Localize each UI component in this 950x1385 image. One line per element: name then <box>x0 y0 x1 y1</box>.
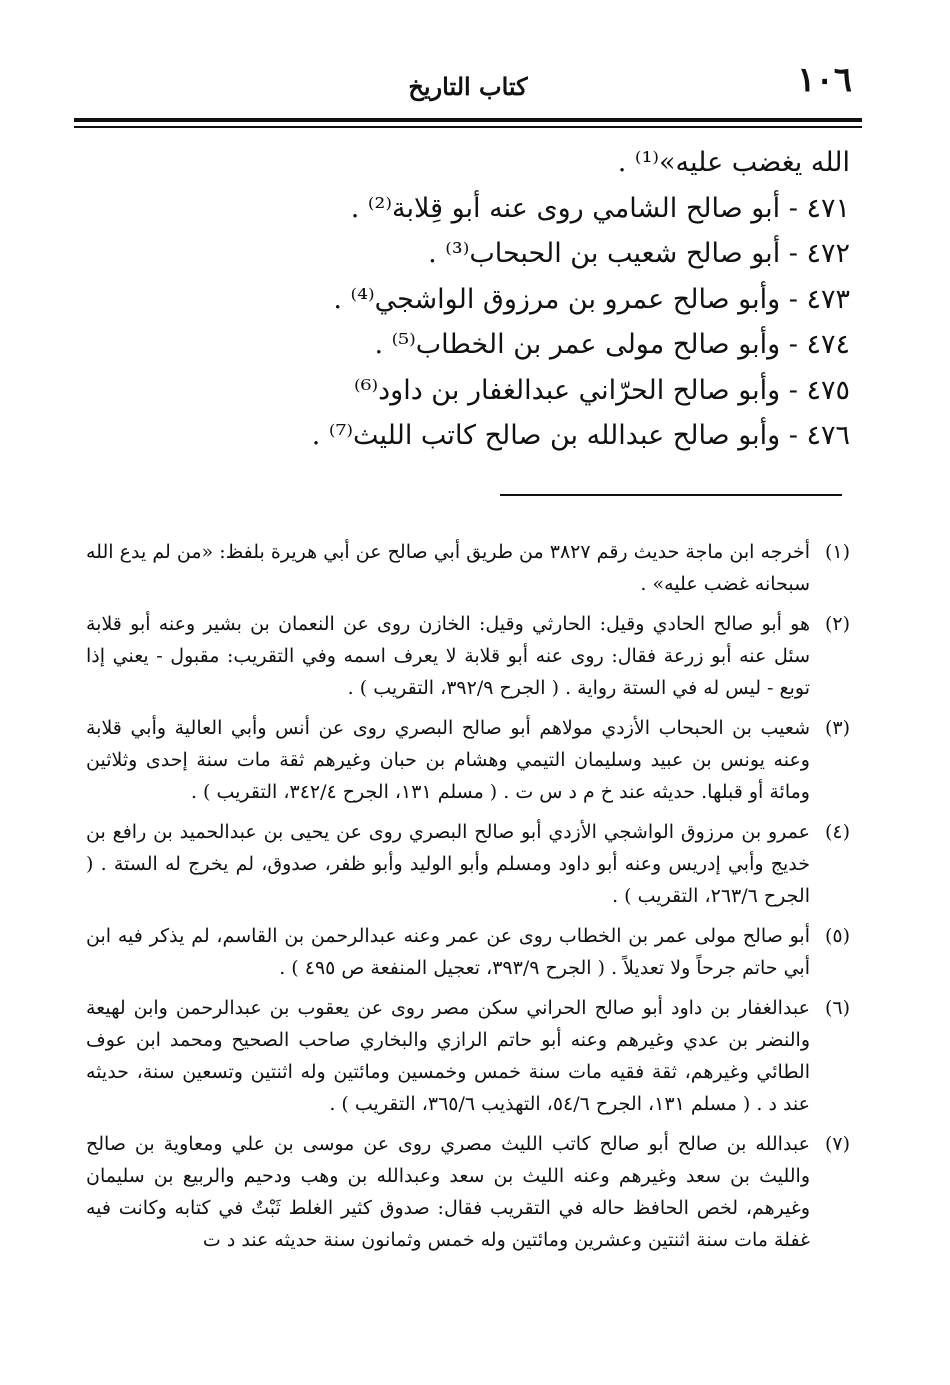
main-line: ٤٧٥ - وأبو صالح الحرّاني عبدالغفار بن داود⁽⁶⁾ <box>354 374 850 406</box>
footnote-text: هو أبو صالح الحادي وقيل: الحارثي وقيل: الخازن روى عن النعمان بن بشير وعنه أبو قلابة سئل عنه أبو زرعة فقال: روى عنه أبو قلابة لا يعرف اسمه وفي التقريب: مقبول - يعني إذا توبع - ليس له في الستة رواية . ( الجرح ٣٩٢/٩، التقريب ) . <box>86 613 810 699</box>
footnote <box>86 608 850 704</box>
main-line: ٤٧٣ - وأبو صالح عمرو بن مرزوق الواشجي⁽⁴⁾ . <box>333 283 850 315</box>
main-line: ٤٧٢ - أبو صالح شعيب بن الحبحاب⁽³⁾ . <box>428 238 850 269</box>
page-header <box>74 60 862 110</box>
main-text <box>150 140 850 459</box>
header-rule-thin <box>74 126 862 128</box>
footnotes <box>86 536 850 1264</box>
footnote-text: شعيب بن الحبحاب الأزدي مولاهم أبو صالح البصري روى عن أنس وأبي العالية وأبي قلابة وعنه يونس بن عبيد وسليمان التيمي وهشام بن حبان وغيرهم ثقة مات سنة إحدى وثلاثين ومائة أو قبلها. حديثه عند خ م د س ت . ( مسلم ١٣١، الجرح ٣٤٢/٤، التقريب ) . <box>86 717 810 803</box>
main-line: الله يغضب عليه»⁽¹⁾ . <box>617 147 850 178</box>
main-line: ٤٧٦ - وأبو صالح عبدالله بن صالح كاتب الليث⁽⁷⁾ . <box>311 420 850 451</box>
footnote <box>86 536 850 600</box>
footnote-text: عبدالله بن صالح أبو صالح كاتب الليث مصري روى عن موسى بن علي ومعاوية بن صالح والليث بن سعد وغيرهم وعنه الليث بن سعد وعبدالله بن وهب ودحيم والربيع بن سليمان وغيرهم، لخص الحافظ حاله في التقريب فقال: صدوق كثير الغلط ثَبْتٌ في كتابه وكانت فيه غفلة مات سنة اثنتين وعشرين ومائتين وله خمس وثمانون سنة حديثه عند د ت <box>86 1133 810 1251</box>
footnote-text: عمرو بن مرزوق الواشجي الأزدي أبو صالح البصري روى عن يحيى بن عبدالحميد بن رافع بن خديج وأبي إدريس وعنه أبو داود ومسلم وأبو الوليد وأبو ظفر، صدوق، لم يخرج له الستة . ( الجرح ٢٦٣/٦، التقريب ) . <box>86 821 810 907</box>
footnote <box>86 1128 850 1256</box>
footnote-text: عبدالغفار بن داود أبو صالح الحراني سكن مصر روى عن يعقوب بن عبدالرحمن وابن لهيعة والنضر بن عدي وغيرهم وعنه أبو حاتم الرازي والبخاري صاحب الصحيح ومحمد ابن عوف الطائي وغيرهم، ثقة فقيه مات سنة خمس وخمسين ومائتين وله اثنتين وتسعين سنة، حديثه عند د . ( مسلم ١٣١، الجرح ٥٤/٦، التهذيب ٣٦٥/٦، التقريب ) . <box>86 997 810 1115</box>
main-line: ٤٧١ - أبو صالح الشامي روى عنه أبو قِلابة⁽²⁾ . <box>350 192 850 224</box>
running-title: كتاب التاريخ <box>408 72 528 101</box>
footnote-number: (٤) <box>824 821 850 843</box>
page-number: ١٠٦ <box>797 60 852 100</box>
footnote-number: (٢) <box>824 613 850 635</box>
main-line: ٤٧٤ - وأبو صالح مولى عمر بن الخطاب⁽⁵⁾ . <box>374 329 850 360</box>
footnote-number: (٧) <box>824 1133 850 1155</box>
footnote-number: (٦) <box>824 997 850 1019</box>
footnote-number: (٣) <box>824 717 850 739</box>
footnote-text: أبو صالح مولى عمر بن الخطاب روى عن عمر وعنه عبدالرحمن بن القاسم، لم يذكر فيه ابن أبي حاتم جرحاً ولا تعديلاً . ( الجرح ٣٩٣/٩، تعجيل المنفعة ص ٤٩٥ ) . <box>86 925 810 979</box>
footnote <box>86 920 850 984</box>
footnote <box>86 816 850 912</box>
header-rule-thick <box>74 118 862 122</box>
footnote-text: أخرجه ابن ماجة حديث رقم ٣٨٢٧ من طريق أبي صالح عن أبي هريرة بلفظ: «من لم يدع الله سبحانه غضب عليه» . <box>86 541 810 595</box>
footnote-separator <box>500 494 842 496</box>
footnote-number: (٥) <box>824 925 850 947</box>
footnote <box>86 712 850 808</box>
footnote <box>86 992 850 1120</box>
footnote-number: (١) <box>824 541 850 563</box>
